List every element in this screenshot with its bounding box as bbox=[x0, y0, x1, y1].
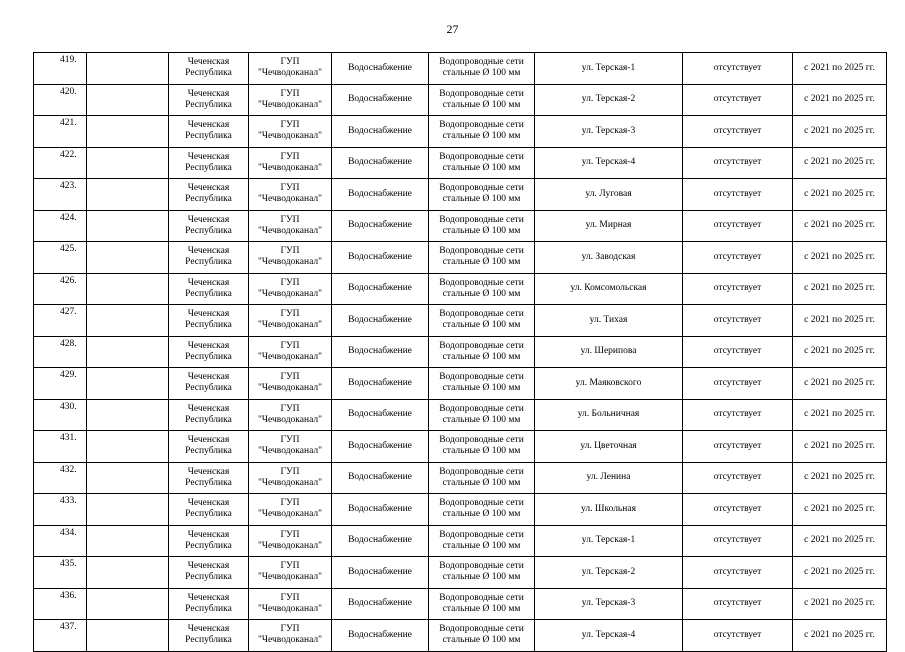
object-cell: Водопроводные сети стальные Ø 100 мм bbox=[429, 462, 535, 494]
table-row bbox=[34, 273, 887, 305]
owner-cell: ГУП "Чечводоканал" bbox=[249, 368, 332, 400]
region-cell: Чеченская Республика bbox=[169, 620, 249, 652]
table-row bbox=[34, 588, 887, 620]
service-cell: Водоснабжение bbox=[332, 462, 429, 494]
address-cell: ул. Тихая bbox=[535, 305, 683, 337]
address-cell: ул. Ленина bbox=[535, 462, 683, 494]
status-cell: отсутствует bbox=[683, 336, 793, 368]
service-cell: Водоснабжение bbox=[332, 336, 429, 368]
table-row bbox=[34, 179, 887, 211]
service-cell: Водоснабжение bbox=[332, 84, 429, 116]
table-row bbox=[34, 462, 887, 494]
period-cell: с 2021 по 2025 гг. bbox=[793, 273, 887, 305]
table-row bbox=[34, 242, 887, 274]
status-cell: отсутствует bbox=[683, 525, 793, 557]
empty-cell bbox=[87, 116, 169, 148]
status-cell: отсутствует bbox=[683, 210, 793, 242]
object-cell: Водопроводные сети стальные Ø 100 мм bbox=[429, 179, 535, 211]
status-cell: отсутствует bbox=[683, 84, 793, 116]
status-cell: отсутствует bbox=[683, 53, 793, 85]
service-cell: Водоснабжение bbox=[332, 179, 429, 211]
owner-cell: ГУП "Чечводоканал" bbox=[249, 557, 332, 589]
region-cell: Чеченская Республика bbox=[169, 116, 249, 148]
object-cell: Водопроводные сети стальные Ø 100 мм bbox=[429, 620, 535, 652]
row-number: 427. bbox=[34, 305, 87, 337]
empty-cell bbox=[87, 210, 169, 242]
row-number: 436. bbox=[34, 588, 87, 620]
period-cell: с 2021 по 2025 гг. bbox=[793, 210, 887, 242]
table-body bbox=[34, 53, 887, 652]
address-cell: ул. Комсомольская bbox=[535, 273, 683, 305]
owner-cell: ГУП "Чечводоканал" bbox=[249, 525, 332, 557]
address-cell: ул. Терская-1 bbox=[535, 53, 683, 85]
table-row bbox=[34, 399, 887, 431]
status-cell: отсутствует bbox=[683, 462, 793, 494]
period-cell: с 2021 по 2025 гг. bbox=[793, 494, 887, 526]
row-number: 421. bbox=[34, 116, 87, 148]
row-number: 419. bbox=[34, 53, 87, 85]
owner-cell: ГУП "Чечводоканал" bbox=[249, 588, 332, 620]
owner-cell: ГУП "Чечводоканал" bbox=[249, 273, 332, 305]
service-cell: Водоснабжение bbox=[332, 399, 429, 431]
object-cell: Водопроводные сети стальные Ø 100 мм bbox=[429, 116, 535, 148]
status-cell: отсутствует bbox=[683, 557, 793, 589]
service-cell: Водоснабжение bbox=[332, 53, 429, 85]
object-cell: Водопроводные сети стальные Ø 100 мм bbox=[429, 431, 535, 463]
address-cell: ул. Луговая bbox=[535, 179, 683, 211]
service-cell: Водоснабжение bbox=[332, 116, 429, 148]
table-row bbox=[34, 494, 887, 526]
service-cell: Водоснабжение bbox=[332, 431, 429, 463]
object-cell: Водопроводные сети стальные Ø 100 мм bbox=[429, 84, 535, 116]
object-cell: Водопроводные сети стальные Ø 100 мм bbox=[429, 273, 535, 305]
table-row bbox=[34, 147, 887, 179]
empty-cell bbox=[87, 179, 169, 211]
address-cell: ул. Терская-4 bbox=[535, 620, 683, 652]
row-number: 432. bbox=[34, 462, 87, 494]
service-cell: Водоснабжение bbox=[332, 242, 429, 274]
service-cell: Водоснабжение bbox=[332, 557, 429, 589]
owner-cell: ГУП "Чечводоканал" bbox=[249, 147, 332, 179]
row-number: 434. bbox=[34, 525, 87, 557]
address-cell: ул. Терская-3 bbox=[535, 588, 683, 620]
region-cell: Чеченская Республика bbox=[169, 242, 249, 274]
region-cell: Чеченская Республика bbox=[169, 336, 249, 368]
owner-cell: ГУП "Чечводоканал" bbox=[249, 462, 332, 494]
status-cell: отсутствует bbox=[683, 242, 793, 274]
empty-cell bbox=[87, 273, 169, 305]
period-cell: с 2021 по 2025 гг. bbox=[793, 588, 887, 620]
owner-cell: ГУП "Чечводоканал" bbox=[249, 179, 332, 211]
object-cell: Водопроводные сети стальные Ø 100 мм bbox=[429, 557, 535, 589]
status-cell: отсутствует bbox=[683, 305, 793, 337]
empty-cell bbox=[87, 336, 169, 368]
row-number: 437. bbox=[34, 620, 87, 652]
page-number: 27 bbox=[446, 22, 459, 36]
owner-cell: ГУП "Чечводоканал" bbox=[249, 242, 332, 274]
period-cell: с 2021 по 2025 гг. bbox=[793, 179, 887, 211]
service-cell: Водоснабжение bbox=[332, 210, 429, 242]
region-cell: Чеченская Республика bbox=[169, 525, 249, 557]
owner-cell: ГУП "Чечводоканал" bbox=[249, 336, 332, 368]
region-cell: Чеченская Республика bbox=[169, 588, 249, 620]
address-cell: ул. Терская-2 bbox=[535, 84, 683, 116]
row-number: 423. bbox=[34, 179, 87, 211]
service-cell: Водоснабжение bbox=[332, 368, 429, 400]
table-row bbox=[34, 210, 887, 242]
region-cell: Чеченская Республика bbox=[169, 147, 249, 179]
empty-cell bbox=[87, 242, 169, 274]
status-cell: отсутствует bbox=[683, 494, 793, 526]
row-number: 425. bbox=[34, 242, 87, 274]
object-cell: Водопроводные сети стальные Ø 100 мм bbox=[429, 336, 535, 368]
table-row bbox=[34, 431, 887, 463]
period-cell: с 2021 по 2025 гг. bbox=[793, 116, 887, 148]
row-number: 430. bbox=[34, 399, 87, 431]
address-cell: ул. Мирная bbox=[535, 210, 683, 242]
region-cell: Чеченская Республика bbox=[169, 399, 249, 431]
object-cell: Водопроводные сети стальные Ø 100 мм bbox=[429, 588, 535, 620]
object-cell: Водопроводные сети стальные Ø 100 мм bbox=[429, 242, 535, 274]
period-cell: с 2021 по 2025 гг. bbox=[793, 53, 887, 85]
service-cell: Водоснабжение bbox=[332, 620, 429, 652]
period-cell: с 2021 по 2025 гг. bbox=[793, 242, 887, 274]
address-cell: ул. Терская-4 bbox=[535, 147, 683, 179]
period-cell: с 2021 по 2025 гг. bbox=[793, 431, 887, 463]
service-cell: Водоснабжение bbox=[332, 525, 429, 557]
status-cell: отсутствует bbox=[683, 368, 793, 400]
row-number: 422. bbox=[34, 147, 87, 179]
table-row bbox=[34, 305, 887, 337]
owner-cell: ГУП "Чечводоканал" bbox=[249, 620, 332, 652]
period-cell: с 2021 по 2025 гг. bbox=[793, 462, 887, 494]
region-cell: Чеченская Республика bbox=[169, 305, 249, 337]
period-cell: с 2021 по 2025 гг. bbox=[793, 368, 887, 400]
address-cell: ул. Заводская bbox=[535, 242, 683, 274]
object-cell: Водопроводные сети стальные Ø 100 мм bbox=[429, 525, 535, 557]
empty-cell bbox=[87, 462, 169, 494]
status-cell: отсутствует bbox=[683, 399, 793, 431]
owner-cell: ГУП "Чечводоканал" bbox=[249, 116, 332, 148]
empty-cell bbox=[87, 84, 169, 116]
row-number: 426. bbox=[34, 273, 87, 305]
region-cell: Чеченская Республика bbox=[169, 273, 249, 305]
table-row bbox=[34, 53, 887, 85]
empty-cell bbox=[87, 368, 169, 400]
owner-cell: ГУП "Чечводоканал" bbox=[249, 494, 332, 526]
empty-cell bbox=[87, 305, 169, 337]
status-cell: отсутствует bbox=[683, 273, 793, 305]
object-cell: Водопроводные сети стальные Ø 100 мм bbox=[429, 147, 535, 179]
table-row bbox=[34, 620, 887, 652]
row-number: 435. bbox=[34, 557, 87, 589]
empty-cell bbox=[87, 620, 169, 652]
address-cell: ул. Больничная bbox=[535, 399, 683, 431]
region-cell: Чеченская Республика bbox=[169, 53, 249, 85]
empty-cell bbox=[87, 399, 169, 431]
row-number: 420. bbox=[34, 84, 87, 116]
region-cell: Чеченская Республика bbox=[169, 557, 249, 589]
empty-cell bbox=[87, 588, 169, 620]
status-cell: отсутствует bbox=[683, 147, 793, 179]
object-cell: Водопроводные сети стальные Ø 100 мм bbox=[429, 399, 535, 431]
owner-cell: ГУП "Чечводоканал" bbox=[249, 305, 332, 337]
period-cell: с 2021 по 2025 гг. bbox=[793, 399, 887, 431]
object-cell: Водопроводные сети стальные Ø 100 мм bbox=[429, 305, 535, 337]
region-cell: Чеченская Республика bbox=[169, 494, 249, 526]
empty-cell bbox=[87, 147, 169, 179]
period-cell: с 2021 по 2025 гг. bbox=[793, 305, 887, 337]
address-cell: ул. Цветочная bbox=[535, 431, 683, 463]
table-row bbox=[34, 336, 887, 368]
owner-cell: ГУП "Чечводоканал" bbox=[249, 399, 332, 431]
service-cell: Водоснабжение bbox=[332, 588, 429, 620]
status-cell: отсутствует bbox=[683, 116, 793, 148]
registry-table bbox=[33, 52, 887, 652]
address-cell: ул. Терская-1 bbox=[535, 525, 683, 557]
region-cell: Чеченская Республика bbox=[169, 210, 249, 242]
object-cell: Водопроводные сети стальные Ø 100 мм bbox=[429, 53, 535, 85]
empty-cell bbox=[87, 525, 169, 557]
row-number: 424. bbox=[34, 210, 87, 242]
service-cell: Водоснабжение bbox=[332, 273, 429, 305]
address-cell: ул. Терская-3 bbox=[535, 116, 683, 148]
empty-cell bbox=[87, 431, 169, 463]
period-cell: с 2021 по 2025 гг. bbox=[793, 620, 887, 652]
region-cell: Чеченская Республика bbox=[169, 431, 249, 463]
status-cell: отсутствует bbox=[683, 620, 793, 652]
address-cell: ул. Терская-2 bbox=[535, 557, 683, 589]
period-cell: с 2021 по 2025 гг. bbox=[793, 525, 887, 557]
period-cell: с 2021 по 2025 гг. bbox=[793, 557, 887, 589]
region-cell: Чеченская Республика bbox=[169, 462, 249, 494]
empty-cell bbox=[87, 53, 169, 85]
owner-cell: ГУП "Чечводоканал" bbox=[249, 431, 332, 463]
empty-cell bbox=[87, 557, 169, 589]
owner-cell: ГУП "Чечводоканал" bbox=[249, 84, 332, 116]
region-cell: Чеченская Республика bbox=[169, 179, 249, 211]
service-cell: Водоснабжение bbox=[332, 147, 429, 179]
period-cell: с 2021 по 2025 гг. bbox=[793, 336, 887, 368]
table-row bbox=[34, 368, 887, 400]
region-cell: Чеченская Республика bbox=[169, 84, 249, 116]
row-number: 431. bbox=[34, 431, 87, 463]
empty-cell bbox=[87, 494, 169, 526]
region-cell: Чеченская Республика bbox=[169, 368, 249, 400]
row-number: 433. bbox=[34, 494, 87, 526]
status-cell: отсутствует bbox=[683, 431, 793, 463]
row-number: 428. bbox=[34, 336, 87, 368]
object-cell: Водопроводные сети стальные Ø 100 мм bbox=[429, 494, 535, 526]
object-cell: Водопроводные сети стальные Ø 100 мм bbox=[429, 210, 535, 242]
table-row bbox=[34, 525, 887, 557]
period-cell: с 2021 по 2025 гг. bbox=[793, 84, 887, 116]
table-row bbox=[34, 116, 887, 148]
row-number: 429. bbox=[34, 368, 87, 400]
service-cell: Водоснабжение bbox=[332, 305, 429, 337]
object-cell: Водопроводные сети стальные Ø 100 мм bbox=[429, 368, 535, 400]
table-row bbox=[34, 557, 887, 589]
address-cell: ул. Маяковского bbox=[535, 368, 683, 400]
status-cell: отсутствует bbox=[683, 179, 793, 211]
status-cell: отсутствует bbox=[683, 588, 793, 620]
owner-cell: ГУП "Чечводоканал" bbox=[249, 53, 332, 85]
address-cell: ул. Школьная bbox=[535, 494, 683, 526]
table-row bbox=[34, 84, 887, 116]
owner-cell: ГУП "Чечводоканал" bbox=[249, 210, 332, 242]
address-cell: ул. Шерипова bbox=[535, 336, 683, 368]
service-cell: Водоснабжение bbox=[332, 494, 429, 526]
period-cell: с 2021 по 2025 гг. bbox=[793, 147, 887, 179]
